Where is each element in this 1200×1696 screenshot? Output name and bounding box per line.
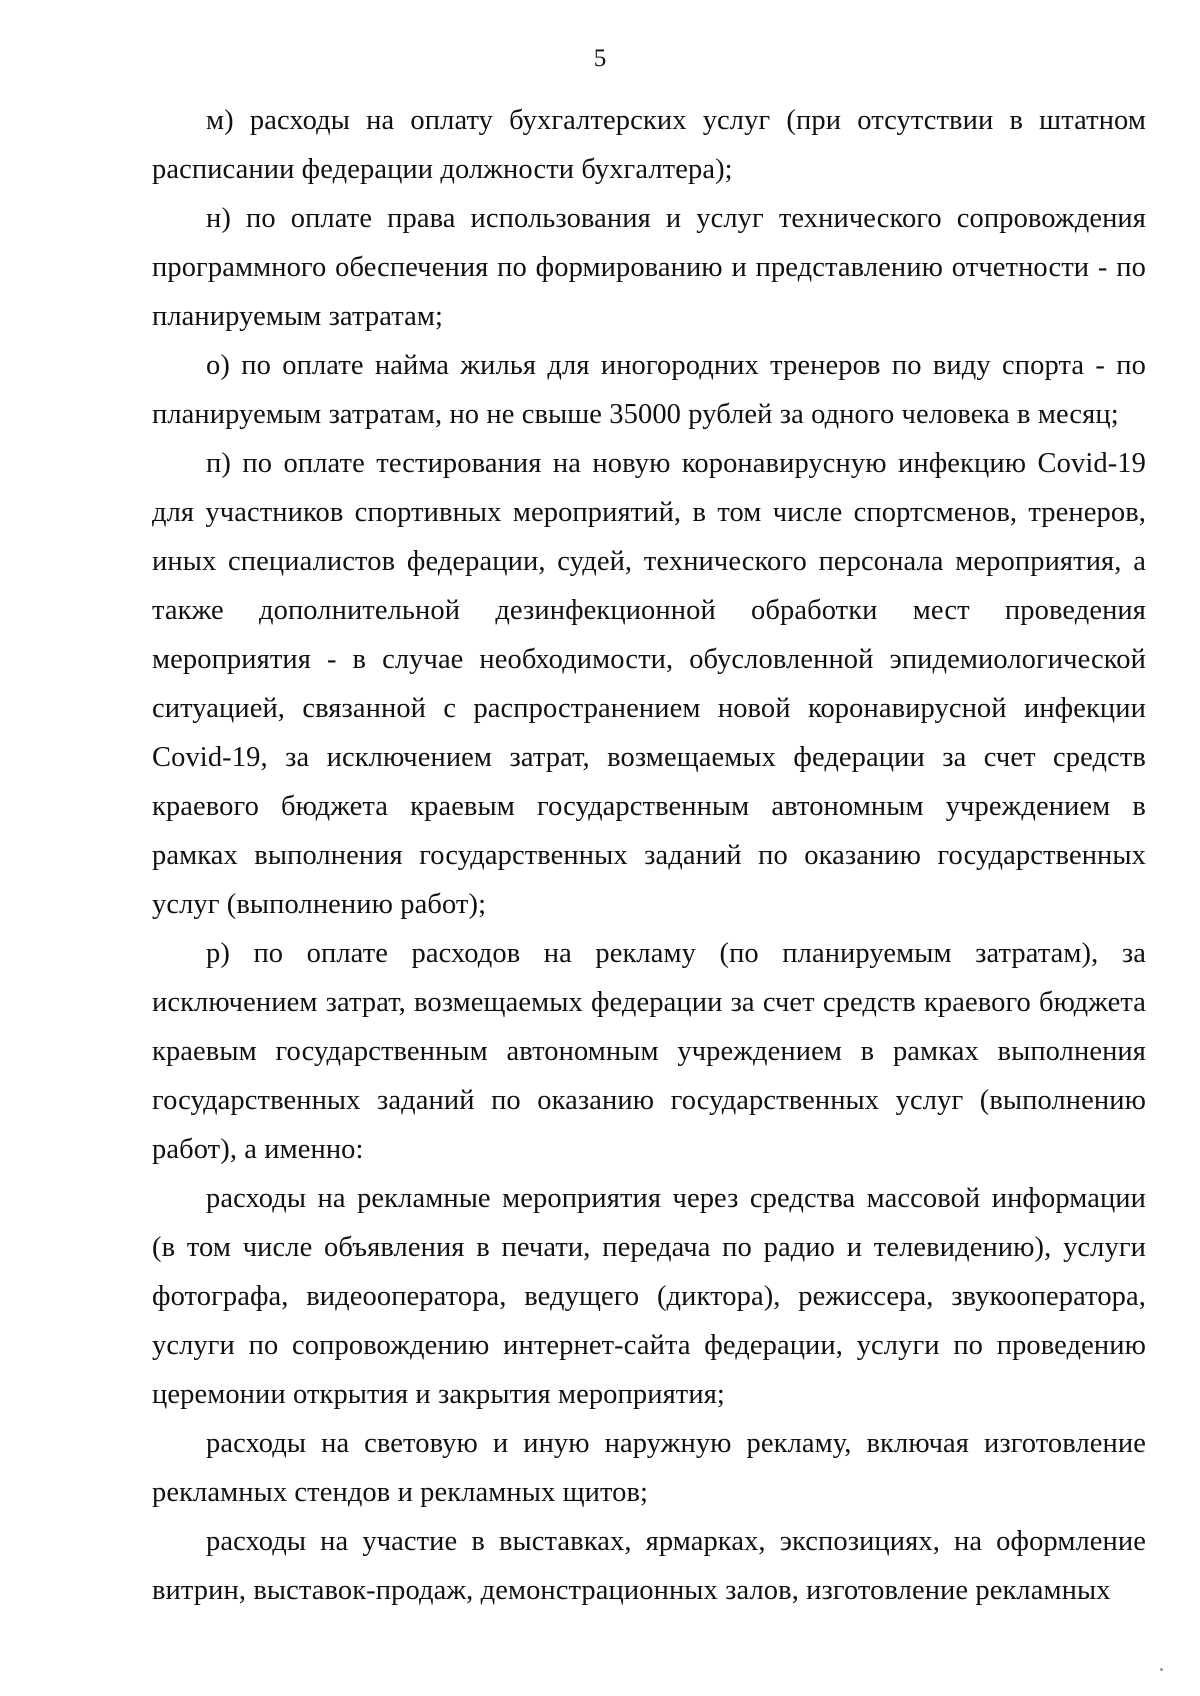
paragraph-advertising-media: расходы на рекламные мероприятия через средства массовой информации (в том числе объявления в печати, передача по радио и телевидению), услуги фотографа, видеооператора, ведущего (диктора), режиссера, звукооператора, услуги по сопровождению интернет-сайта федерации, услуги по проведению церемонии открытия и закрытия мероприятия; <box>152 1183 1146 1410</box>
paragraph-m: м) расходы на оплату бухгалтерских услуг (при отсутствии в штатном расписании федерации должности бухгалтера); <box>152 105 1146 185</box>
paragraph-exhibitions: расходы на участие в выставках, ярмарках, экспозициях, на оформление витрин, выставок-продаж, демонстрационных залов, изготовление рекламных <box>152 1526 1146 1606</box>
paragraph-r: р) по оплате расходов на рекламу (по планируемым затратам), за исключением затрат, возмещаемых федерации за счет средств краевого бюджета краевым государственным автономным учреждением в рамках выполнения государственных заданий по оказанию государственных услуг (выполнению работ), а именно: <box>152 938 1146 1165</box>
paragraph-outdoor-advertising: расходы на световую и иную наружную рекламу, включая изготовление рекламных стендов и рекламных щитов; <box>152 1428 1146 1508</box>
scan-speck <box>1160 1668 1163 1671</box>
document-body <box>152 96 1146 1615</box>
paragraph-o: о) по оплате найма жилья для иногородних тренеров по виду спорта - по планируемым затратам, но не свыше 35000 рублей за одного человека в месяц; <box>152 350 1146 430</box>
paragraph-p: п) по оплате тестирования на новую коронавирусную инфекцию Covid-19 для участников спортивных мероприятий, в том числе спортсменов, тренеров, иных специалистов федерации, судей, технического персонала мероприятия, а также дополнительной дезинфекционной обработки мест проведения мероприятия - в случае необходимости, обусловленной эпидемиологической ситуацией, связанной с распространением новой коронавирусной инфекции Covid-19, за исключением затрат, возмещаемых федерации за счет средств краевого бюджета краевым государственным автономным учреждением в рамках выполнения государственных заданий по оказанию государственных услуг (выполнению работ); <box>152 448 1146 920</box>
page-number: 5 <box>593 45 607 72</box>
paragraph-n: н) по оплате права использования и услуг технического сопровождения программного обеспечения по формированию и представлению отчетности - по планируемым затратам; <box>152 203 1146 332</box>
